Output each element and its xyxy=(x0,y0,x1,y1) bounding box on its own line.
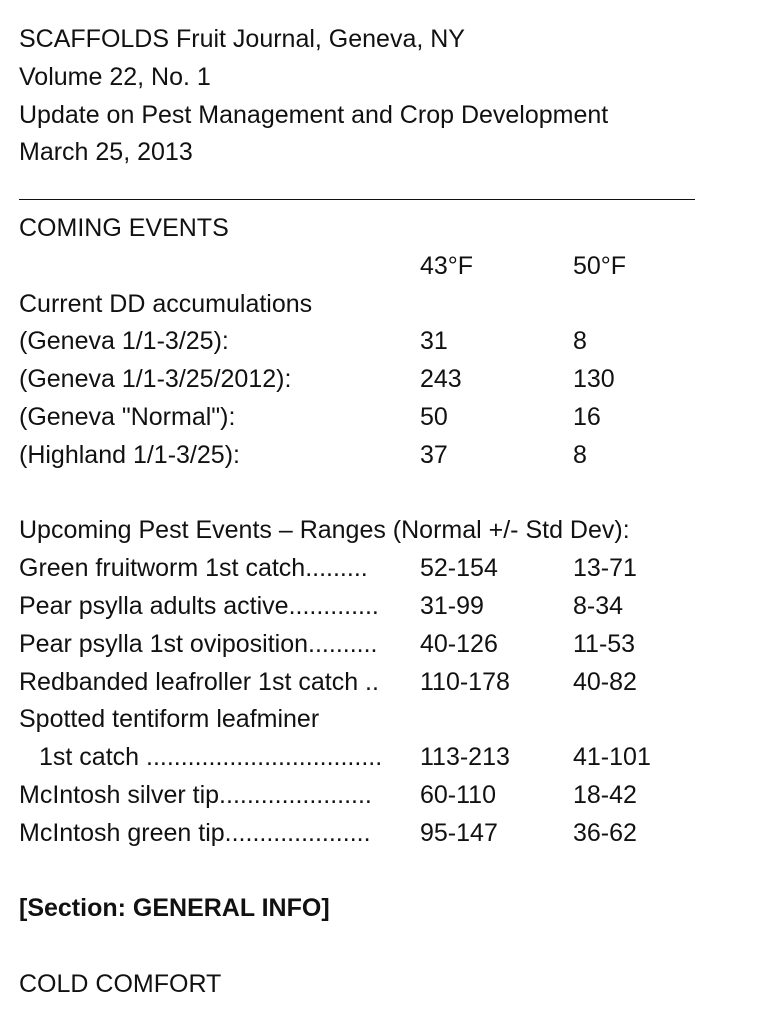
pest-row xyxy=(19,550,759,588)
section-heading: [Section: GENERAL INFO] xyxy=(19,894,330,923)
dd-row-43: 243 xyxy=(420,365,462,394)
pest-row-50: 8-34 xyxy=(573,591,624,620)
pest-row-label: Green fruitworm 1st catch......... xyxy=(19,554,368,583)
pest-row xyxy=(19,739,759,777)
pest-row-label: Pear psylla adults active............. xyxy=(19,591,379,620)
date-line: March 25, 2013 xyxy=(19,138,193,167)
dd-row-50: 16 xyxy=(573,402,601,431)
pest-row-50: 36-62 xyxy=(573,818,637,847)
dd-row-label: (Geneva "Normal"): xyxy=(19,402,236,431)
dd-row-43: 50 xyxy=(420,402,448,431)
dd-row xyxy=(19,437,759,475)
dd-row xyxy=(19,399,759,437)
pest-row xyxy=(19,664,759,702)
pest-row-label: McIntosh green tip..................... xyxy=(19,818,371,847)
pest-row-label: Pear psylla 1st oviposition.......... xyxy=(19,629,378,658)
dd-row-50: 130 xyxy=(573,365,615,394)
dd-row xyxy=(19,323,759,361)
pest-row-label: Spotted tentiform leafminer xyxy=(19,705,320,734)
pest-row-43: 52-154 xyxy=(420,554,498,583)
pest-row-50: 40-82 xyxy=(573,667,637,696)
pest-row-label: 1st catch .................................. xyxy=(39,743,383,772)
dd-row-label: (Highland 1/1-3/25): xyxy=(19,440,240,469)
pest-events-heading: Upcoming Pest Events – Ranges (Normal +/- Std Dev): xyxy=(19,516,630,545)
pest-row-43: 110-178 xyxy=(420,667,510,696)
pest-row-50: 13-71 xyxy=(573,554,637,583)
volume-line: Volume 22, No. 1 xyxy=(19,62,211,91)
pest-row-50: 18-42 xyxy=(573,780,637,809)
pest-row xyxy=(19,777,759,815)
dd-row-43: 31 xyxy=(420,327,448,356)
dd-heading: Current DD accumulations xyxy=(19,289,313,318)
dd-row-label: (Geneva 1/1-3/25/2012): xyxy=(19,365,292,394)
spacer xyxy=(19,475,759,513)
dd-row-label: (Geneva 1/1-3/25): xyxy=(19,327,229,356)
col-50f-header: 50°F xyxy=(573,251,627,280)
cold-comfort-heading: COLD COMFORT xyxy=(19,969,222,998)
coming-events-heading: COMING EVENTS xyxy=(19,213,229,242)
pest-row-50: 41-101 xyxy=(573,743,651,772)
pest-row-50: 11-53 xyxy=(573,629,636,658)
pest-row-43: 113-213 xyxy=(420,743,510,772)
pest-row-43: 95-147 xyxy=(420,818,498,847)
pest-row xyxy=(19,701,759,739)
pest-row-label: Redbanded leafroller 1st catch .. xyxy=(19,667,379,696)
horizontal-rule xyxy=(19,172,759,210)
column-headers xyxy=(19,248,759,286)
pest-row-43: 40-126 xyxy=(420,629,498,658)
pest-row-43: 60-110 xyxy=(420,780,496,809)
journal-title: SCAFFOLDS Fruit Journal, Geneva, NY xyxy=(19,25,465,53)
dd-row-50: 8 xyxy=(573,440,587,469)
dd-row xyxy=(19,361,759,399)
dd-row-43: 37 xyxy=(420,440,448,469)
spacer xyxy=(19,928,759,966)
pest-row xyxy=(19,588,759,626)
pest-row xyxy=(19,626,759,664)
document-page xyxy=(19,21,759,1004)
subtitle-line: Update on Pest Management and Crop Development xyxy=(19,100,609,129)
pest-row-43: 31-99 xyxy=(420,591,484,620)
pest-row xyxy=(19,815,759,853)
dd-row-50: 8 xyxy=(573,327,587,356)
pest-row-label: McIntosh silver tip...................... xyxy=(19,780,372,809)
spacer xyxy=(19,853,759,891)
col-43f-header: 43°F xyxy=(420,251,474,280)
